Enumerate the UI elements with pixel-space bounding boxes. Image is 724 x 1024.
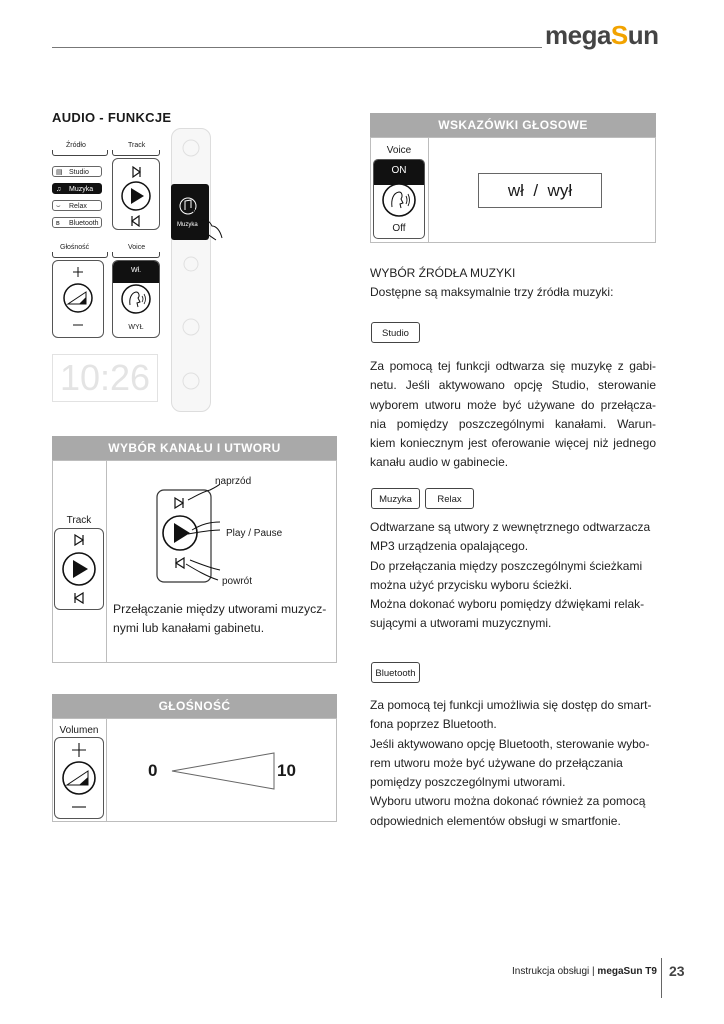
volume-box-header: GŁOŚNOŚĆ — [52, 694, 337, 718]
track-box-control[interactable] — [54, 528, 104, 610]
pointing-hand-icon — [190, 202, 230, 242]
track-label: Track — [128, 142, 146, 149]
muzyka-description: Odtwarzane są utwory z wewnętrznego odtwarzacza MP3 urządzenia opalającego. Do przełączania między poszczególnymi ścieżkami można użyć przycisku wyboru ścieżki. Można dokonać wyboru pomiędzy dźwiękami relak- sującymi a utworami muzycznymi. — [370, 520, 651, 631]
track-description: Przełączanie między utworami muzycz- nymi lub kanałami gabinetu. — [113, 602, 327, 636]
volume-label: Głośność — [60, 244, 90, 251]
play-icon — [63, 553, 95, 585]
section-title: AUDIO - FUNKCJE — [52, 110, 172, 125]
volume-ramp-icon — [170, 751, 276, 791]
prev-label: powrót — [222, 576, 253, 587]
source-section — [370, 264, 658, 303]
source-bluetooth-button[interactable]: ʙ Bluetooth — [52, 217, 102, 228]
source-intro: Dostępne są maksymalnie trzy źródła muzyki: — [370, 285, 614, 300]
source-studio-button[interactable]: ▤ Studio — [52, 166, 102, 177]
track-box-label: Track — [66, 515, 92, 526]
source-muzyka-button[interactable]: ♫ Muzyka — [52, 183, 102, 194]
voice-off-label: WYŁ — [128, 324, 144, 331]
prev-icon — [75, 593, 83, 603]
next-icon — [75, 535, 83, 545]
play-pause-label: Play / Pause — [226, 528, 283, 539]
bluetooth-description: Za pomocą tej funkcji umożliwia się dostęp do smart- fona poprzez Bluetooth. Jeśli aktywowano opcję Bluetooth, sterowanie wybo- rem utworu może być używane do przełączania pomiędzy poszczególnymi utworami. Wyboru utworu można dokonać również za pomocą odpowiednich elementów obsługi w smartfonie. — [370, 698, 652, 828]
studio-tag: Studio — [371, 322, 420, 343]
function-column — [171, 128, 211, 412]
lounge-icon: ⌣ — [56, 203, 61, 210]
radio-icon: ▤ — [56, 169, 63, 176]
header-rule — [52, 47, 542, 48]
volume-box-label: Volumen — [59, 725, 99, 736]
voice-icon — [122, 285, 150, 313]
volume-icon — [63, 762, 95, 794]
source-relax-button[interactable]: ⌣ Relax — [52, 200, 102, 211]
footer-manual: Instrukcja obsługi | megaSun T9 — [512, 966, 657, 977]
source-label: Źródło — [66, 142, 86, 149]
voice-label: Voice — [128, 244, 146, 251]
voice-on-label: ON — [391, 165, 407, 176]
footer-divider — [661, 958, 662, 998]
muzyka-tag: Muzyka — [371, 488, 420, 509]
plus-icon — [72, 743, 86, 757]
track-box-header: WYBÓR KANAŁU I UTWORU — [52, 436, 337, 460]
voice-icon — [383, 184, 415, 216]
play-icon — [122, 182, 150, 210]
volume-box-control[interactable] — [54, 737, 104, 819]
voice-box-label: Voice — [386, 145, 412, 156]
plus-icon — [73, 267, 83, 277]
music-tile-label: Muzyka — [177, 222, 198, 228]
volume-min-label: 0 — [148, 761, 158, 780]
control-panel-illustration — [50, 128, 210, 410]
page-number: 23 — [669, 963, 685, 979]
next-label: naprzód — [215, 476, 252, 487]
brand-logo: megaSun — [545, 20, 659, 50]
stop-icon — [183, 373, 199, 389]
volume-icon — [64, 284, 92, 312]
voice-tips-header: WSKAZÓWKI GŁOSOWE — [370, 113, 656, 137]
relax-tag: Relax — [425, 488, 474, 509]
bluetooth-tag: Bluetooth — [371, 662, 420, 683]
voice-toggle[interactable] — [373, 159, 425, 239]
voice-display: wł / wył — [478, 173, 602, 208]
volume-max-label: 10 — [277, 761, 296, 780]
next-icon — [133, 167, 140, 177]
bluetooth-icon: ʙ — [56, 220, 60, 227]
timer-icon — [183, 319, 199, 335]
aroma-icon — [184, 257, 198, 271]
voice-control[interactable] — [112, 260, 160, 338]
voice-off-label: Off — [392, 223, 406, 234]
prev-icon — [132, 216, 139, 226]
voice-on-label: Wł. — [130, 267, 142, 274]
volume-control[interactable] — [52, 260, 104, 338]
sun-icon — [183, 140, 199, 156]
music-icon: ♫ — [56, 186, 62, 193]
clock-display: 10:26 — [52, 354, 158, 402]
studio-description: Za pomocą tej funkcji odtwarza się muzykę z gabi- netu. Jeśli aktywowano opcję Studio, sterowanie wyborem utworu może być używane do przełącza- nia pomiędzy poszczególnymi kanałami. Warun- kiem koniecznym jest oferowanie więcej niż jednego kanału audio w gabinecie. — [370, 359, 656, 470]
track-control[interactable] — [112, 158, 160, 230]
source-heading: WYBÓR ŹRÓDŁA MUZYKI — [370, 266, 516, 280]
